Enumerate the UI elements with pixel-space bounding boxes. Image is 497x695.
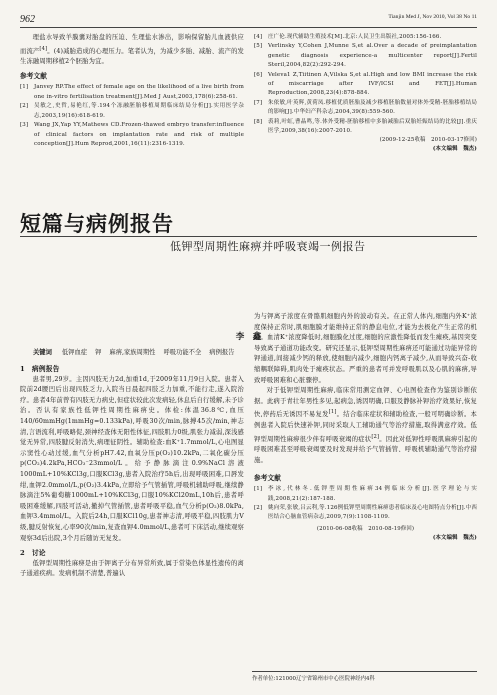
keyword: 麻痹,家族周期性 <box>109 349 156 356</box>
prev-article-left-column <box>20 33 244 149</box>
reference-text: 李冰,代林冬.低钾型周期性麻痹34例临床分析[J].医学理论与实践,2008,21(2):187-188. <box>268 486 477 502</box>
reference-number: [8] <box>254 118 263 125</box>
refs-heading: 参考文献 <box>254 473 281 482</box>
reference-text: Veleva1 Z,Tiitinen A,Vilska S,et al.High and low BMI increase the risk of miscarriage after IVF/ICSI and FET[J].Human Reproduction,2008,23(4):878-884. <box>268 71 477 97</box>
keywords-label: 关键词 <box>33 349 52 356</box>
reference-item <box>254 485 477 504</box>
reference-item <box>20 102 244 121</box>
prev-article-text: 理盐水导致羊膜囊对胎盘的压迫、生理盐水渗出，影响保留胎儿血液供应而流产[4]。(4)减胎造成的心理压力。笔者认为，为减少多胎、减胎、流产的发生冻融周期移植2个胚胎为宜。 <box>20 34 244 66</box>
reference-number: [4] <box>254 34 263 40</box>
reference-item <box>254 33 477 42</box>
header-rule <box>20 27 477 28</box>
footnote-rule <box>252 671 477 672</box>
author-affiliation: 作者单位:121000辽宁省锦州市中心医院神经内4科 <box>252 676 375 682</box>
reference-number: [7] <box>254 99 263 106</box>
reference-text: 姚向荣,张敏,吕云利,等.126例低钾型周期性麻痹患者临床及心电图特点分析[J].中西医结合心脑血管病杂志,2009,7(9):1108-1109. <box>268 504 477 521</box>
discussion-heading: 2 讨论 <box>20 549 46 558</box>
reference-text: Wang JX,Yap YY,Mathews CD.Frozen-thawed embryo transfer:influence of clinical factors on implantation rate and risk of multiple conception[J].Hum Reprod,2001,16(11):2316-1319. <box>34 122 244 147</box>
article-title: 低钾型周期性麻痹并呼吸衰竭一例报告 <box>170 240 366 253</box>
discussion-continued: 为与钾离子浓度在骨骼肌细胞内外的波动有关。在正常人体内,细胞内外K⁺浓度保持正常时,肌细胞膜才能维持正常的静息电位,才能为去极化产生正常的机能。血清K⁺浓度降低时,细胞膜化过度,细胞的应激性降低而发生瘫痪,基因突变导致离子通道功能改变。研究还显示,低钾型周期性麻痹还可能通过功能异常的钾通道,间接减少钙的释放,使细胞内减少,细胞内钙离子减少,从而导致兴奋-收缩耦联障碍,肌肉处于瘫痪状态。严重的患者可并发呼吸肌以及心肌的麻痹,导致呼吸困难和心脏骤停。 <box>254 313 477 384</box>
reference-number: [1] <box>20 84 29 91</box>
article-editor: (本文编辑 魏杰) <box>432 534 477 541</box>
discussion-paragraph-2: 对于低钾型周期性麻痹,临床常用测定血钾、心电图检查作为鉴别诊断依据。此病于青壮年男性多见,起病急,诱因明确,口服及静脉补钾治疗效果好,恢复快,停药后无诱因不易复发[1]。结合临床症状和辅助检查,一般可明确诊断。本例患者入院后快速补钾,同时采取人工辅助通气等治疗措施,取得满意疗效。低钾型周期性麻痹很少伴有呼吸衰竭的症状[2]。因此对低钾性呼吸肌麻痹引起的呼吸困难甚至呼吸衰竭要及时发现并给予气管插管、呼吸机辅助通气等治疗措施。 <box>254 387 478 464</box>
page-number: 962 <box>20 14 35 25</box>
reference-item <box>254 71 477 99</box>
reference-number: [2] <box>20 103 29 110</box>
reference-text: Janvey RP.The effect of female age on the likelihood of a live birth from one in-vitro fertilisation treatment[J].Med J Aust,2003,178(6):258-61. <box>34 84 244 100</box>
case-report-heading: 1 病例报告 <box>20 365 60 373</box>
discussion-text: 低钾型周期性麻痹是由于钾离子分布异常所致,属于常染色体显性遗传的离子通道疾病。发病机制不清楚,普遍认 <box>20 559 244 578</box>
prev-editor: (本文编辑 魏杰) <box>432 146 477 153</box>
section-rule <box>20 236 477 237</box>
article-refs-list <box>254 485 477 523</box>
prev-refs-heading: 参考文献 <box>20 71 47 80</box>
reference-item <box>254 118 477 137</box>
prev-received-date: (2009-12-25收稿 2010-03-17修回) <box>379 137 477 144</box>
reference-item <box>254 42 477 70</box>
prev-refs-right-list <box>254 33 477 136</box>
reference-number: [5] <box>254 43 263 50</box>
prev-article-right-column <box>254 33 477 154</box>
section-heading: 短篇与病例报告 <box>20 212 174 236</box>
reference-item <box>20 121 244 149</box>
keyword: 呼吸功能不全 <box>163 349 202 356</box>
reference-number: [3] <box>20 122 29 129</box>
reference-number: [2] <box>254 504 263 511</box>
article-right-column <box>254 312 477 543</box>
reference-text: Verlinsky Y,Cohen J,Munne S,et al.Over a decade of preimplantation genetic diagnosis experience-a multicenter report[J].Fertil Steril,2004,82(2):292-294. <box>268 43 477 69</box>
reference-text: 庄广伦.现代辅助生殖技术[M].北京:人民卫生出版社,2005:156-166. <box>268 34 442 40</box>
reference-item <box>20 83 244 102</box>
keyword: 低钾血症 <box>61 349 88 356</box>
reference-number: [1] <box>254 486 263 493</box>
article-author: 李 鑫 <box>235 332 262 342</box>
reference-number: [6] <box>254 71 263 78</box>
keywords-line <box>33 347 242 356</box>
prev-refs-left-list <box>20 83 244 149</box>
reference-item <box>254 99 477 118</box>
reference-text: 吴敏之,史哲,易艳红,等.194个冻融胚胎移植周期临床结局分析[J].实用医学杂志,2003,19(16):618-619. <box>34 103 244 119</box>
keyword: 病例报告 <box>209 349 235 356</box>
case-report-text: 患者男,29岁。主因四肢无力2d,加重1d,于2009年11月9日入院。患者入院前2d腰凹后出现四肢乏力,入院当日晨起四肢乏力加重,不能行走,遂入院治疗。患者4年前曾有四肢无力病史,但症状较此次发病轻,休息后自行缓解,未予诊治。否认有家族性低钾性周期性麻痹史。体检:体温36.8℃,血压140/60mmHg(1mmHg=0.133kPa),呼吸30次/min,脉搏45次/min,神志清,言语流利,呼吸略促,颈神经查体无阳性体征,四肢肌力0级,肌张力减弱,深浅感觉无异常,四肢腱反射消失,病理征阴性。辅助检查:血K⁺1.7mmol/L,心电图显示窦性心动过缓,血气分析pH7.42,血氧分压p(O₂)10.2kPa,二氧化碳分压p(CO₂)4.2kPa,HCO₃⁻23mmol/L。给予静脉滴注0.9%NaCl溶液1000mL+10%KCl3g,口服KCl3g,患者入院治疗5h后,出现呼吸困难,口唇发绀,血钾2.0mmol/L,p(O₂)3.4kPa,立即给予气管插管,呼吸机辅助呼吸,继续静脉滴注5%葡萄糖1000mL+10%KCl3g,口服10%KCl20mL,10h后,患者呼吸困难缓解,四肢可活动,撤掉气管插管,患者呼吸平稳,血气分析p(O₂)8.0kPa,血钾3.4mmol/L。入院后24h,口服KCl10g,患者神志清,呼吸平稳,四肢肌力Ⅴ级,腱反射恢复,心率90次/min,复查血钾4.0mmol/L,患者可下床活动,继续观察观察3d后出院,3个月后随访无复发。 <box>20 375 244 542</box>
reference-item <box>254 504 477 523</box>
article-received-date: (2010-06-08收稿 2010-08-19修回) <box>316 525 415 532</box>
reference-text: 朱依敏,叶英辉,黄荷凤.移植优质胚胎及减少移植胚胎数量对体外受精-胚胎移植结局的影响[J].中华妇产科杂志,2004,39(8):559-560. <box>268 99 477 116</box>
journal-header: Tianjin Med J, Nov 2010, Vol 38 No 11 <box>388 14 477 20</box>
reference-text: 裘莉,叶虹,曹晶鸣,等.体外受精-胚胎移植中多胎减胎后双胎妊娠结局的比较[J].重庆医学,2009,38(16):2007-2010. <box>268 118 477 135</box>
article-left-column <box>20 364 244 580</box>
keyword: 钾 <box>95 349 102 356</box>
